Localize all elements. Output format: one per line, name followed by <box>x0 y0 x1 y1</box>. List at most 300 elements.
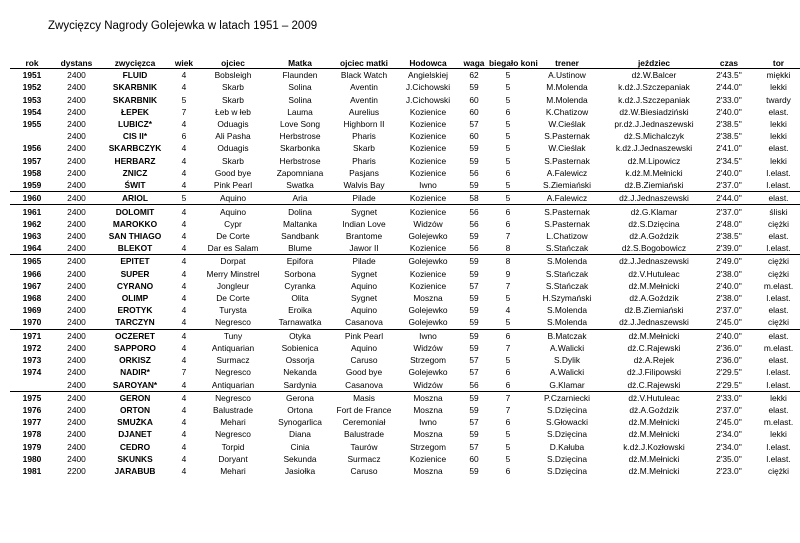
cell-ojciec-matki: Sygnet <box>331 205 397 218</box>
cell-trener: S.Pasternak <box>544 218 590 229</box>
cell-trener: M.Molenda <box>546 94 588 105</box>
cell-waga: 59 <box>459 255 489 268</box>
cell-trener: S.Stańczak <box>545 243 589 254</box>
cell-waga: 57 <box>469 367 479 378</box>
cell-czas: 2'38.5'' <box>716 131 742 142</box>
cell-wiek: 4 <box>181 143 187 154</box>
cell-hodowca: Kozienice <box>409 268 447 279</box>
cell-czas: 2'36.0'' <box>716 342 742 353</box>
cell-zwyciezca: BLEKOT <box>117 243 153 254</box>
cell-rok: 1954 <box>22 106 42 117</box>
cell-hodowca: Moszna <box>413 293 443 304</box>
cell-hodowca: Kozienice <box>409 243 447 254</box>
cell-hodowca: Kozienice <box>409 280 447 291</box>
cell-jezdziec: dż.M.Mełnicki <box>607 329 701 342</box>
column-header-biegalo-koni: biegało koni <box>489 48 527 69</box>
cell-czas: 2'34.5'' <box>716 155 742 166</box>
cell-ojciec-matki: Pharis <box>352 155 376 166</box>
cell-ojciec: De Corte <box>216 293 250 304</box>
cell-zwyciezca: OCZERET <box>99 329 171 342</box>
cell-ojciec-matki: Skarb <box>353 143 375 154</box>
cell-ojciec: Jongleur <box>216 280 250 291</box>
cell-czas: 2'45.0'' <box>716 317 742 328</box>
cell-matka: Flaunden <box>282 70 318 81</box>
cell-ojciec: De Corte <box>216 230 250 241</box>
cell-czas: 2'38.0'' <box>716 293 742 304</box>
cell-biegalo-koni: 5 <box>505 82 511 93</box>
cell-hodowca: Moszna <box>413 466 443 477</box>
cell-biegalo-koni: 4 <box>505 305 511 316</box>
cell-czas: 2'45.0'' <box>716 417 742 428</box>
cell-jezdziec: dż.J.Jednaszewski <box>607 255 701 268</box>
cell-hodowca: Iwno <box>397 329 459 342</box>
table-row <box>10 142 800 154</box>
cell-zwyciezca: JARABUB <box>114 466 156 477</box>
cell-zwyciezca: EPITET <box>99 255 171 268</box>
cell-rok: 1955 <box>22 118 42 129</box>
cell-tor: ciężki <box>768 466 789 477</box>
cell-ojciec: Łeb w łeb <box>215 106 251 117</box>
cell-tor: m.elast. <box>763 417 794 428</box>
cell-wiek: 7 <box>181 367 187 378</box>
cell-zwyciezca: EROTYK <box>117 305 153 316</box>
cell-rok: 1960 <box>10 192 54 205</box>
cell-waga: 59 <box>469 317 479 328</box>
cell-biegalo-koni: 5 <box>505 143 511 154</box>
cell-ojciec-matki: Aventin <box>350 94 378 105</box>
cell-dystans: 2400 <box>54 192 99 205</box>
cell-ojciec-matki: Highborn II <box>343 118 385 129</box>
cell-waga: 59 <box>459 329 489 342</box>
cell-matka: Skarbonka <box>279 143 321 154</box>
column-header-ojciec: ojciec <box>197 48 269 69</box>
cell-ojciec: Mehari <box>220 466 246 477</box>
cell-biegalo-koni: 5 <box>505 317 511 328</box>
cell-trener: S.Dzięcina <box>546 405 588 416</box>
cell-zwyciezca: ŁEPEK <box>121 106 149 117</box>
cell-jezdziec: dż.C.Rajewski <box>627 379 681 390</box>
cell-hodowca: Moszna <box>397 391 459 404</box>
cell-rok: 1963 <box>22 230 42 241</box>
cell-wiek: 4 <box>181 466 187 477</box>
column-header-rok: rok <box>10 48 54 69</box>
cell-trener: S.Molenda <box>546 305 588 316</box>
cell-trener: A.Falewicz <box>546 167 588 178</box>
cell-wiek: 4 <box>181 280 187 291</box>
cell-zwyciezca: CIS II* <box>122 131 148 142</box>
cell-tor: lekki <box>770 155 787 166</box>
winners-table <box>10 48 800 477</box>
cell-tor: elast. <box>768 305 789 316</box>
cell-biegalo-koni: 6 <box>489 205 527 218</box>
cell-trener: K.Chatizow <box>545 106 589 117</box>
column-header-trener: trener <box>527 48 607 69</box>
cell-matka: Tarnawatka <box>278 317 322 328</box>
cell-dystans: 2400 <box>67 355 86 366</box>
cell-biegalo-koni: 5 <box>505 118 511 129</box>
cell-rok: 1965 <box>10 255 54 268</box>
cell-waga: 59 <box>469 293 479 304</box>
cell-zwyciezca: SKARBNIK <box>112 94 158 105</box>
cell-zwyciezca: CEDRO <box>119 441 151 452</box>
cell-tor: elast. <box>768 106 789 117</box>
cell-rok: 1961 <box>10 205 54 218</box>
cell-rok: 1976 <box>22 405 42 416</box>
cell-tor: lekki <box>770 429 787 440</box>
cell-czas: 2'33.0'' <box>716 94 742 105</box>
table-row <box>10 465 800 477</box>
cell-dystans: 2400 <box>67 379 86 390</box>
cell-biegalo-koni: 6 <box>505 379 511 390</box>
cell-ojciec: Antiquarian <box>211 379 255 390</box>
cell-rok: 1953 <box>22 94 42 105</box>
cell-dystans: 2400 <box>67 268 86 279</box>
cell-trener: G.Klamar <box>549 379 585 390</box>
cell-wiek: 4 <box>171 205 197 218</box>
cell-hodowca: Golejewko <box>408 317 448 328</box>
cell-wiek: 4 <box>181 453 187 464</box>
cell-tor: l.elast. <box>766 379 791 390</box>
cell-biegalo-koni: 7 <box>505 342 511 353</box>
cell-zwyciezca: CYRANO <box>116 280 154 291</box>
cell-biegalo-koni: 7 <box>505 405 511 416</box>
cell-wiek: 4 <box>181 355 187 366</box>
cell-trener: W.Cieślak <box>548 118 586 129</box>
cell-hodowca: Kozienice <box>409 131 447 142</box>
cell-waga: 56 <box>469 243 479 254</box>
cell-waga: 57 <box>469 417 479 428</box>
cell-zwyciezca: SMUŻKA <box>117 417 153 428</box>
cell-ojciec: Cypr <box>224 218 242 229</box>
cell-ojciec-matki: Masis <box>331 391 397 404</box>
column-header-zwyciezca: zwycięzca <box>99 48 171 69</box>
cell-jezdziec: dż.W.Balcer <box>631 70 677 81</box>
cell-tor: lekki <box>770 131 787 142</box>
cell-ojciec: Skarb <box>222 82 244 93</box>
cell-dystans: 2400 <box>67 280 86 291</box>
column-header-hodowca: Hodowca <box>397 48 459 69</box>
cell-czas: 2'36.0'' <box>716 355 742 366</box>
cell-tor: l.elast. <box>766 367 791 378</box>
cell-tor: m.elast. <box>763 342 794 353</box>
cell-trener: S.Molenda <box>527 255 607 268</box>
table-row <box>10 230 800 242</box>
cell-hodowca: Moszna <box>413 405 443 416</box>
cell-dystans: 2400 <box>67 293 86 304</box>
cell-hodowca: Kozienice <box>409 453 447 464</box>
cell-rok: 1979 <box>22 441 42 452</box>
cell-czas: 2'29.5'' <box>716 367 742 378</box>
cell-zwyciezca: SKARBNIK <box>112 82 158 93</box>
cell-matka: Cyranka <box>284 280 316 291</box>
cell-jezdziec: k.dż.J.Kozłowski <box>623 441 685 452</box>
cell-ojciec: Skarb <box>222 94 244 105</box>
cell-jezdziec: dż.M.Mełnicki <box>628 417 680 428</box>
cell-zwyciezca: ARIOL <box>99 192 171 205</box>
cell-zwyciezca: ZNICZ <box>122 167 148 178</box>
cell-wiek: 4 <box>181 379 187 390</box>
cell-ojciec: Oduagis <box>217 143 249 154</box>
cell-hodowca: Kozienice <box>409 143 447 154</box>
cell-trener: S.Głowacki <box>546 417 588 428</box>
cell-trener: A.Falewicz <box>527 192 607 205</box>
cell-rok: 1980 <box>22 453 42 464</box>
table-row <box>10 242 800 255</box>
cell-matka: Herbstrose <box>279 131 321 142</box>
cell-rok: 1956 <box>22 143 42 154</box>
cell-ojciec: Good bye <box>214 167 252 178</box>
table-row <box>10 453 800 465</box>
cell-wiek: 4 <box>181 441 187 452</box>
table-row <box>10 179 800 192</box>
cell-dystans: 2400 <box>67 82 86 93</box>
cell-rok: 1981 <box>22 466 42 477</box>
cell-ojciec: Bobsleigh <box>214 70 252 81</box>
cell-rok: 1952 <box>22 82 42 93</box>
cell-tor: l.elast. <box>766 441 791 452</box>
cell-jezdziec: dż.J.Jednaszewski <box>607 192 701 205</box>
cell-matka: Ortona <box>287 405 313 416</box>
cell-matka: Love Song <box>279 118 321 129</box>
cell-dystans: 2400 <box>67 317 86 328</box>
cell-waga: 59 <box>469 429 479 440</box>
cell-hodowca: Strzegom <box>410 355 446 366</box>
cell-biegalo-koni: 5 <box>505 155 511 166</box>
cell-jezdziec: dż.A.Goździk <box>629 405 679 416</box>
cell-czas: 2'34.0'' <box>716 429 742 440</box>
cell-zwyciezca: SAN THIAGO <box>108 230 162 241</box>
cell-dystans: 2200 <box>67 466 86 477</box>
cell-hodowca: Golejewko <box>397 255 459 268</box>
cell-tor: elast. <box>757 192 800 205</box>
column-header-tor: tor <box>757 48 800 69</box>
cell-ojciec-matki: Caruso <box>350 466 378 477</box>
cell-wiek: 4 <box>181 342 187 353</box>
cell-biegalo-koni: 6 <box>505 466 511 477</box>
cell-wiek: 4 <box>181 218 187 229</box>
table-row <box>10 428 800 440</box>
cell-waga: 59 <box>469 405 479 416</box>
cell-matka: Herbstrose <box>279 155 321 166</box>
cell-jezdziec: k.dż.J.Szczepaniak <box>618 94 690 105</box>
cell-matka: Nekanda <box>283 367 317 378</box>
table-row <box>10 93 800 105</box>
cell-tor: l.elast. <box>766 180 791 191</box>
cell-zwyciezca: SKARBCZYK <box>108 143 162 154</box>
cell-matka: Gerona <box>269 391 331 404</box>
cell-czas: 2'44.0'' <box>716 82 742 93</box>
cell-tor: elast. <box>757 329 800 342</box>
cell-hodowca: Kozienice <box>409 106 447 117</box>
cell-biegalo-koni: 8 <box>505 243 511 254</box>
cell-biegalo-koni: 6 <box>505 106 511 117</box>
cell-dystans: 2400 <box>67 441 86 452</box>
table-header <box>10 48 800 69</box>
cell-dystans: 2400 <box>67 305 86 316</box>
cell-ojciec-matki: Aventin <box>350 82 378 93</box>
cell-czas: 2'29.5'' <box>716 379 742 390</box>
cell-zwyciezca: DOLOMIT <box>99 205 171 218</box>
cell-jezdziec: dż.V.Hutuleac <box>607 391 701 404</box>
cell-jezdziec: dż.M.Mełnicki <box>628 280 680 291</box>
cell-ojciec-matki: Caruso <box>350 355 378 366</box>
cell-trener: S.Dzięcina <box>546 466 588 477</box>
cell-trener: A.Ustinow <box>548 70 586 81</box>
cell-waga: 62 <box>469 70 479 81</box>
cell-trener: S.Pasternak <box>544 155 590 166</box>
column-header-waga: waga <box>459 48 489 69</box>
cell-czas: 2'40.0'' <box>716 280 742 291</box>
cell-wiek: 4 <box>181 118 187 129</box>
cell-hodowca: J.Cichowski <box>405 82 451 93</box>
cell-ojciec-matki: Aquino <box>350 342 378 353</box>
cell-wiek: 4 <box>181 167 187 178</box>
cell-ojciec: Negresco <box>197 391 269 404</box>
cell-czas: 2'37.0'' <box>716 405 742 416</box>
cell-ojciec: Balustrade <box>212 405 254 416</box>
cell-trener: W.Cieślak <box>548 143 586 154</box>
cell-biegalo-koni: 7 <box>505 280 511 291</box>
table-row <box>10 292 800 304</box>
cell-jezdziec: dż.W.Biesiadziński <box>619 106 689 117</box>
cell-ojciec-matki: Aquino <box>350 280 378 291</box>
cell-dystans: 2400 <box>67 94 86 105</box>
cell-dystans: 2400 <box>67 405 86 416</box>
cell-dystans: 2400 <box>67 70 86 81</box>
cell-ojciec-matki: Aurelius <box>348 106 380 117</box>
cell-ojciec-matki: Jawor II <box>349 243 379 254</box>
cell-matka: Otyka <box>269 329 331 342</box>
cell-jezdziec: dż.G.Klamar <box>607 205 701 218</box>
cell-hodowca: Widzów <box>413 342 443 353</box>
table-row <box>10 81 800 93</box>
cell-ojciec-matki: Sygnet <box>350 293 378 304</box>
cell-ojciec-matki: Aquino <box>350 305 378 316</box>
cell-biegalo-koni: 8 <box>489 255 527 268</box>
cell-tor: l.elast. <box>766 167 791 178</box>
cell-waga: 59 <box>469 155 479 166</box>
cell-wiek: 4 <box>181 405 187 416</box>
cell-dystans: 2400 <box>67 180 86 191</box>
cell-dystans: 2400 <box>67 118 86 129</box>
cell-waga: 59 <box>459 391 489 404</box>
page-title: Zwycięzcy Nagrody Golejewka w latach 1951 – 2009 <box>48 20 318 32</box>
cell-trener: L.Chatizow <box>546 230 588 241</box>
cell-tor: lekki <box>757 391 800 404</box>
cell-trener: S.Dzięcina <box>546 453 588 464</box>
cell-ojciec-matki: Indian Love <box>342 218 386 229</box>
cell-jezdziec: dż.C.Rajewski <box>627 342 681 353</box>
cell-zwyciezca: ŚWIT <box>124 180 146 191</box>
cell-trener: S.Molenda <box>546 317 588 328</box>
cell-hodowca: Kozienice <box>409 167 447 178</box>
cell-jezdziec: dż.A.Rejek <box>633 355 675 366</box>
cell-trener: S.Stańczak <box>545 268 589 279</box>
cell-jezdziec: dż.S.Michalczyk <box>623 131 685 142</box>
cell-ojciec: Oduagis <box>217 118 249 129</box>
cell-jezdziec: dż.M.Mełnicki <box>628 466 680 477</box>
cell-czas: 2'40.0'' <box>716 106 742 117</box>
cell-ojciec-matki: Casanova <box>345 317 383 328</box>
cell-rok: 1974 <box>22 367 42 378</box>
cell-hodowca: Moszna <box>413 429 443 440</box>
cell-waga: 59 <box>469 342 479 353</box>
cell-matka: Epifora <box>269 255 331 268</box>
cell-matka: Maltanka <box>283 218 317 229</box>
cell-ojciec-matki: Taurów <box>350 441 378 452</box>
cell-rok: 1958 <box>22 167 42 178</box>
cell-ojciec-matki: Fort de France <box>336 405 392 416</box>
cell-zwyciezca: NADIR* <box>120 367 150 378</box>
cell-wiek: 4 <box>181 243 187 254</box>
column-header-ojciec-matki: ojciec matki <box>331 48 397 69</box>
cell-czas: 2'37.0'' <box>716 180 742 191</box>
cell-waga: 56 <box>469 218 479 229</box>
cell-ojciec: Torpid <box>221 441 245 452</box>
cell-hodowca: Kozienice <box>409 155 447 166</box>
cell-czas: 2'38.5'' <box>716 230 742 241</box>
cell-czas: 2'23.0'' <box>716 466 742 477</box>
cell-dystans: 2400 <box>67 218 86 229</box>
cell-wiek: 6 <box>181 131 187 142</box>
cell-matka: Synogarlica <box>278 417 322 428</box>
cell-wiek: 4 <box>181 180 187 191</box>
cell-jezdziec: dż.A.Goździk <box>629 230 679 241</box>
cell-dystans: 2400 <box>54 329 99 342</box>
cell-ojciec-matki: Casanova <box>345 379 383 390</box>
table-row <box>10 69 800 82</box>
cell-czas: 2'34.0'' <box>716 441 742 452</box>
table-row <box>10 404 800 416</box>
cell-trener: S.Pasternak <box>527 205 607 218</box>
cell-wiek: 7 <box>181 106 187 117</box>
table-row <box>10 155 800 167</box>
cell-dystans: 2400 <box>67 131 86 142</box>
cell-wiek: 4 <box>171 391 197 404</box>
cell-dystans: 2400 <box>67 243 86 254</box>
cell-matka: Sekunda <box>283 453 317 464</box>
cell-matka: Sardynia <box>283 379 317 390</box>
table-row <box>10 354 800 366</box>
cell-waga: 60 <box>469 453 479 464</box>
cell-ojciec: Antiquarian <box>211 342 255 353</box>
cell-wiek: 4 <box>181 417 187 428</box>
cell-wiek: 4 <box>181 429 187 440</box>
column-header-matka: Matka <box>269 48 331 69</box>
cell-waga: 59 <box>469 180 479 191</box>
column-header-jezdziec: jeździec <box>607 48 701 69</box>
cell-hodowca: Kozienice <box>409 118 447 129</box>
cell-hodowca: Angielskiej <box>407 70 449 81</box>
cell-hodowca: Golejewko <box>408 230 448 241</box>
cell-czas: 2'38.0'' <box>716 268 742 279</box>
cell-zwyciezca: SAROYAN* <box>112 379 158 390</box>
cell-hodowca: Kozienice <box>397 205 459 218</box>
cell-ojciec-matki: Pilade <box>331 255 397 268</box>
cell-dystans: 2400 <box>54 255 99 268</box>
cell-zwyciezca: HERBARZ <box>114 155 156 166</box>
cell-zwyciezca: DJANET <box>118 429 152 440</box>
cell-waga: 56 <box>459 205 489 218</box>
table-row <box>10 130 800 142</box>
cell-wiek: 4 <box>181 293 187 304</box>
cell-zwyciezca: MAROKKO <box>112 218 158 229</box>
cell-dystans: 2400 <box>67 143 86 154</box>
cell-tor: m.elast. <box>763 280 794 291</box>
cell-zwyciezca: SKUNKS <box>117 453 153 464</box>
cell-trener: S.Ziemiański <box>543 180 591 191</box>
cell-waga: 59 <box>469 466 479 477</box>
